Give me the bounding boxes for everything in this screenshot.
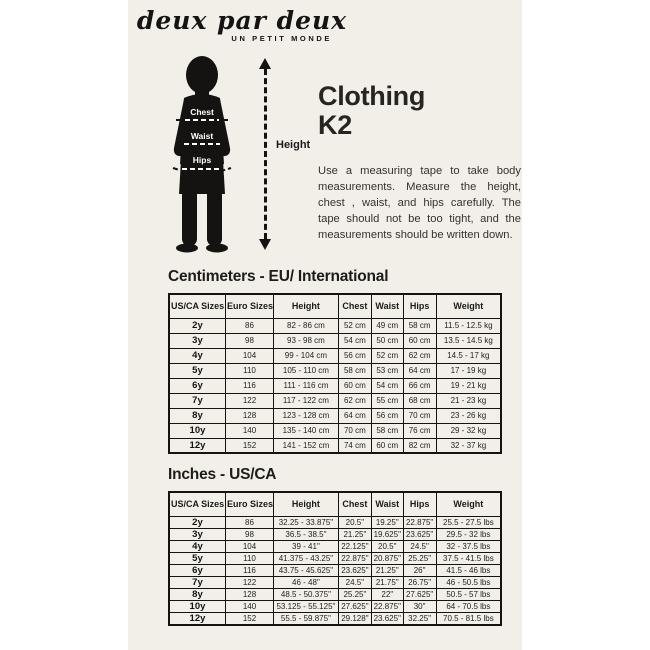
table-cell: 32 - 37.5 lbs — [436, 540, 501, 552]
column-header: Height — [274, 492, 339, 516]
table-row — [169, 552, 501, 564]
table-cell: 30" — [403, 600, 436, 612]
table-row — [169, 540, 501, 552]
table-cell: 62 cm — [403, 348, 436, 363]
table-cell: 26" — [403, 564, 436, 576]
table-row — [169, 516, 501, 528]
table-cell: 29.5 - 32 lbs — [436, 528, 501, 540]
table-cell: 135 - 140 cm — [274, 423, 339, 438]
column-header: Hips — [403, 294, 436, 318]
size-cell: 10y — [169, 600, 225, 612]
arrow-down-icon — [259, 239, 271, 250]
table-cell: 22" — [371, 588, 403, 600]
hips-label: Hips — [192, 155, 212, 165]
table-cell: 70 cm — [338, 423, 371, 438]
table-row — [169, 393, 501, 408]
table-cell: 141 - 152 cm — [274, 438, 339, 453]
table-cell: 70.5 - 81.5 lbs — [436, 612, 501, 625]
table-cell: 32 - 37 kg — [436, 438, 501, 453]
table-cell: 60 cm — [338, 378, 371, 393]
table-cell: 29 - 32 kg — [436, 423, 501, 438]
column-header: US/CA Sizes — [169, 492, 225, 516]
table-row — [169, 528, 501, 540]
height-dashed-line — [264, 69, 267, 239]
size-cell: 12y — [169, 438, 225, 453]
table-cell: 19.25" — [371, 516, 403, 528]
table-cell: 53 cm — [371, 363, 403, 378]
table-cell: 64 cm — [403, 363, 436, 378]
table-cell: 21.75" — [371, 576, 403, 588]
table-cell: 29.128" — [338, 612, 371, 625]
table-cell: 70 cm — [403, 408, 436, 423]
section-title-centimeters: Centimeters - EU/ International — [168, 268, 389, 285]
section-centimeters — [168, 268, 508, 454]
column-header: US/CA Sizes — [169, 294, 225, 318]
table-cell: 99 - 104 cm — [274, 348, 339, 363]
page-title-line1: Clothing — [318, 81, 426, 111]
size-cell: 4y — [169, 540, 225, 552]
table-cell: 82 - 86 cm — [274, 318, 339, 333]
table-row — [169, 363, 501, 378]
silhouette-left-foot — [176, 244, 198, 253]
table-cell: 62 cm — [338, 393, 371, 408]
table-cell: 26.75" — [403, 576, 436, 588]
table-cell: 20.875" — [371, 552, 403, 564]
table-cell: 27.625" — [338, 600, 371, 612]
column-header: Waist — [371, 294, 403, 318]
table-cell: 25.25" — [403, 552, 436, 564]
table-cell: 86 — [225, 516, 273, 528]
table-cell: 37.5 - 41.5 lbs — [436, 552, 501, 564]
table-cell: 24.5" — [403, 540, 436, 552]
table-cell: 98 — [225, 528, 273, 540]
size-cell: 8y — [169, 588, 225, 600]
intro-column — [318, 82, 521, 244]
table-cell: 11.5 - 12.5 kg — [436, 318, 501, 333]
table-cell: 17 - 19 kg — [436, 363, 501, 378]
silhouette-right-leg — [207, 188, 222, 246]
table-cell: 32.25 - 33.875" — [274, 516, 339, 528]
table-cell: 116 — [225, 564, 273, 576]
table-cell: 82 cm — [403, 438, 436, 453]
table-cell: 54 cm — [338, 333, 371, 348]
table-row — [169, 423, 501, 438]
table-cell: 93 - 98 cm — [274, 333, 339, 348]
table-cell: 52 cm — [371, 348, 403, 363]
size-cell: 7y — [169, 576, 225, 588]
table-cell: 110 — [225, 552, 273, 564]
inches-table — [168, 491, 502, 626]
size-cell: 3y — [169, 333, 225, 348]
table-cell: 55 cm — [371, 393, 403, 408]
size-cell: 12y — [169, 612, 225, 625]
table-cell: 58 cm — [403, 318, 436, 333]
size-cell: 10y — [169, 423, 225, 438]
size-cell: 6y — [169, 378, 225, 393]
table-cell: 64 cm — [338, 408, 371, 423]
section-title-inches: Inches - US/CA — [168, 466, 277, 483]
table-row — [169, 600, 501, 612]
table-cell: 21.25" — [371, 564, 403, 576]
table-cell: 116 — [225, 378, 273, 393]
arrow-up-icon — [259, 58, 271, 69]
column-header: Height — [274, 294, 339, 318]
table-cell: 122 — [225, 393, 273, 408]
table-cell: 104 — [225, 348, 273, 363]
centimeters-table — [168, 293, 502, 454]
table-cell: 128 — [225, 588, 273, 600]
table-cell: 25.25" — [338, 588, 371, 600]
table-row — [169, 438, 501, 453]
table-cell: 123 - 128 cm — [274, 408, 339, 423]
table-cell: 20.5" — [371, 540, 403, 552]
table-cell: 50 cm — [371, 333, 403, 348]
page-title-line2: K2 — [318, 109, 352, 140]
height-label: Height — [276, 139, 311, 151]
table-cell: 19 - 21 kg — [436, 378, 501, 393]
table-cell: 140 — [225, 600, 273, 612]
column-header: Euro Sizes — [225, 492, 273, 516]
table-cell: 117 - 122 cm — [274, 393, 339, 408]
table-cell: 105 - 110 cm — [274, 363, 339, 378]
size-cell: 5y — [169, 552, 225, 564]
table-cell: 152 — [225, 612, 273, 625]
table-cell: 23 - 26 kg — [436, 408, 501, 423]
table-row — [169, 408, 501, 423]
column-header: Waist — [371, 492, 403, 516]
table-cell: 21 - 23 kg — [436, 393, 501, 408]
table-cell: 55.5 - 59.875" — [274, 612, 339, 625]
size-cell: 8y — [169, 408, 225, 423]
table-cell: 104 — [225, 540, 273, 552]
description-text: Use a measuring tape to take body measurements. Measure the height, chest , waist, and hips carefully. The tape should not be too tight, and the measurements should be written down. — [318, 165, 521, 241]
silhouette-right-foot — [206, 244, 228, 253]
page-title — [318, 82, 521, 139]
table-cell: 25.5 - 27.5 lbs — [436, 516, 501, 528]
table-cell: 22.125" — [338, 540, 371, 552]
table-cell: 13.5 - 14.5 kg — [436, 333, 501, 348]
table-cell: 128 — [225, 408, 273, 423]
table-cell: 20.5" — [338, 516, 371, 528]
size-cell: 4y — [169, 348, 225, 363]
table-cell: 98 — [225, 333, 273, 348]
table-cell: 56 cm — [338, 348, 371, 363]
table-row — [169, 612, 501, 625]
table-cell: 36.5 - 38.5" — [274, 528, 339, 540]
table-cell: 86 — [225, 318, 273, 333]
table-cell: 22.875" — [403, 516, 436, 528]
table-row — [169, 588, 501, 600]
table-cell: 48.5 - 50.375" — [274, 588, 339, 600]
table-cell: 24.5" — [338, 576, 371, 588]
table-cell: 74 cm — [338, 438, 371, 453]
size-cell: 2y — [169, 516, 225, 528]
table-cell: 46 - 48" — [274, 576, 339, 588]
table-cell: 60 cm — [371, 438, 403, 453]
section-inches — [168, 466, 508, 626]
table-cell: 64 - 70.5 lbs — [436, 600, 501, 612]
table-row — [169, 348, 501, 363]
table-cell: 41.5 - 46 lbs — [436, 564, 501, 576]
column-header: Chest — [338, 492, 371, 516]
table-cell: 52 cm — [338, 318, 371, 333]
table-cell: 27.625" — [403, 588, 436, 600]
table-cell: 32.25" — [403, 612, 436, 625]
table-cell: 39 - 41" — [274, 540, 339, 552]
table-cell: 14.5 - 17 kg — [436, 348, 501, 363]
table-cell: 46 - 50.5 lbs — [436, 576, 501, 588]
table-header-row — [169, 492, 501, 516]
table-cell: 76 cm — [403, 423, 436, 438]
table-cell: 58 cm — [371, 423, 403, 438]
table-row — [169, 576, 501, 588]
table-cell: 22.875" — [371, 600, 403, 612]
table-cell: 23.625" — [338, 564, 371, 576]
waist-label: Waist — [190, 131, 214, 141]
size-chart-panel — [128, 0, 522, 650]
table-cell: 22.875" — [338, 552, 371, 564]
size-cell: 2y — [169, 318, 225, 333]
table-header-row — [169, 294, 501, 318]
column-header: Weight — [436, 492, 501, 516]
chest-label: Chest — [190, 107, 214, 117]
column-header: Hips — [403, 492, 436, 516]
column-header: Euro Sizes — [225, 294, 273, 318]
table-cell: 56 cm — [371, 408, 403, 423]
table-cell: 54 cm — [371, 378, 403, 393]
table-row — [169, 318, 501, 333]
table-cell: 140 — [225, 423, 273, 438]
height-arrow — [258, 58, 272, 250]
table-cell: 152 — [225, 438, 273, 453]
table-cell: 53.125 - 55.125" — [274, 600, 339, 612]
brand-tagline: UN PETIT MONDE — [231, 34, 332, 43]
silhouette-left-leg — [182, 188, 197, 246]
table-cell: 122 — [225, 576, 273, 588]
table-cell: 68 cm — [403, 393, 436, 408]
size-cell: 5y — [169, 363, 225, 378]
table-row — [169, 378, 501, 393]
size-cell: 6y — [169, 564, 225, 576]
table-cell: 111 - 116 cm — [274, 378, 339, 393]
column-header: Chest — [338, 294, 371, 318]
table-row — [169, 333, 501, 348]
column-header: Weight — [436, 294, 501, 318]
table-cell: 41.375 - 43.25" — [274, 552, 339, 564]
table-cell: 19.625" — [371, 528, 403, 540]
brand-wordmark: deux par deux — [136, 6, 348, 35]
table-cell: 58 cm — [338, 363, 371, 378]
child-silhouette — [154, 56, 254, 256]
table-cell: 23.625" — [371, 612, 403, 625]
table-cell: 49 cm — [371, 318, 403, 333]
table-cell: 43.75 - 45.625" — [274, 564, 339, 576]
brand-logo — [132, 6, 352, 43]
table-cell: 60 cm — [403, 333, 436, 348]
table-cell: 21.25" — [338, 528, 371, 540]
size-cell: 7y — [169, 393, 225, 408]
table-cell: 23.625" — [403, 528, 436, 540]
table-cell: 50.5 - 57 lbs — [436, 588, 501, 600]
table-cell: 110 — [225, 363, 273, 378]
table-row — [169, 564, 501, 576]
table-cell: 66 cm — [403, 378, 436, 393]
size-cell: 3y — [169, 528, 225, 540]
